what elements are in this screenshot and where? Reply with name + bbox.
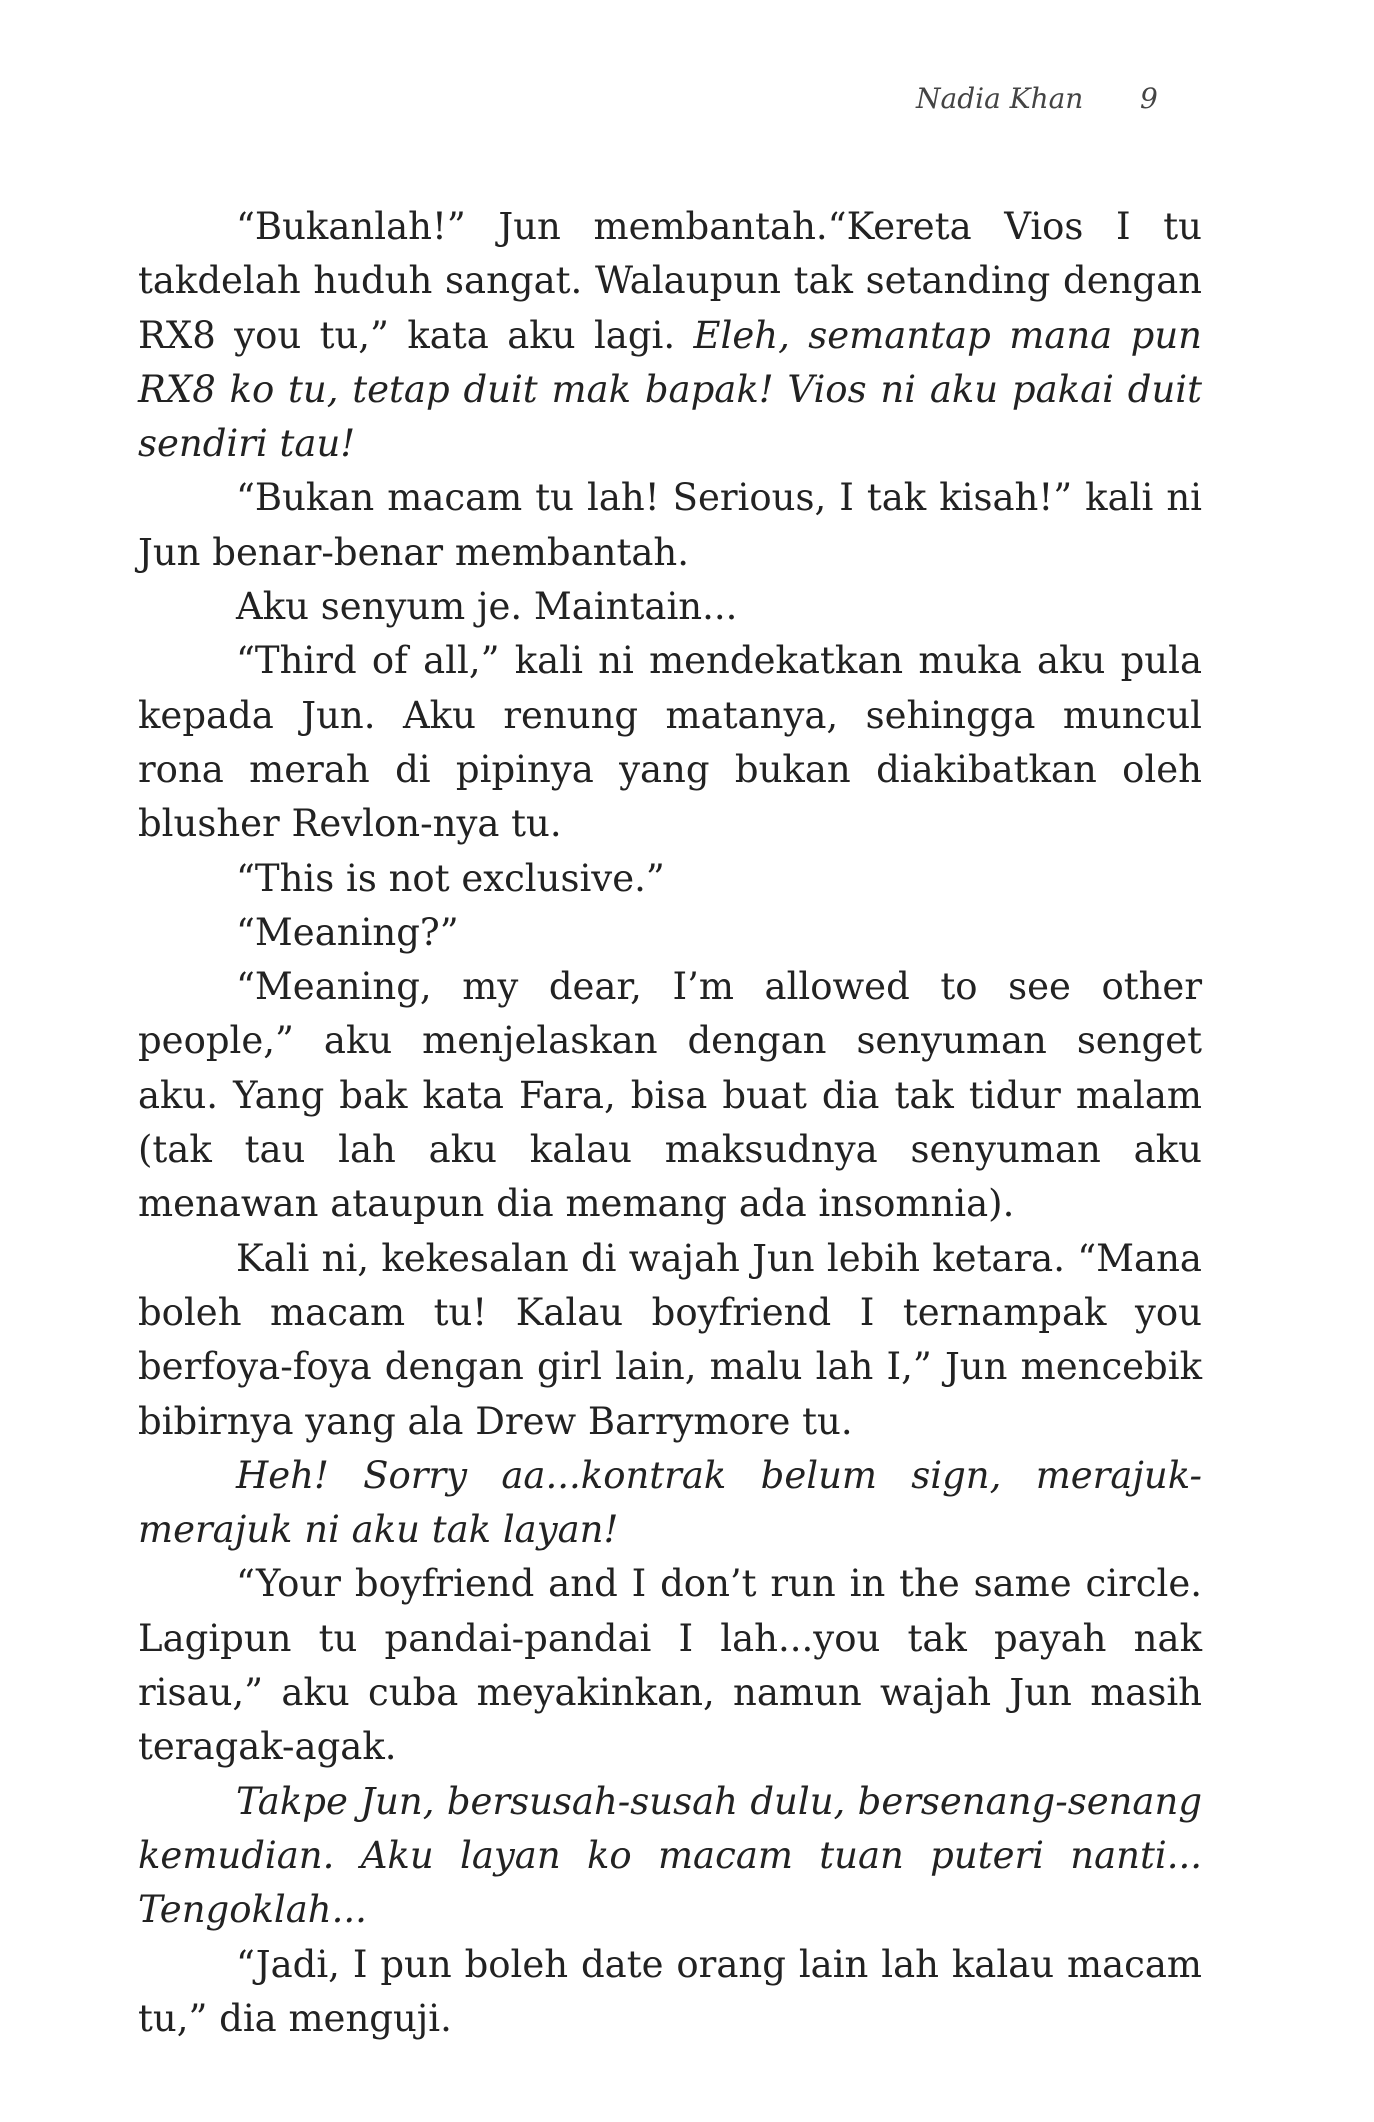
running-head-author: Nadia Khan [916,82,1084,115]
body-text [138,200,1202,2046]
paragraph-text: “This is not exclusive.” [236,856,665,900]
paragraph-text: “Meaning, my dear, I’m allowed to see other people,” aku menjelaskan dengan senyuman senget aku. Yang bak kata Fara, bisa buat dia tak tidur malam (tak tau lah aku kalau maksudnya senyuman aku menawan ataupun dia memang ada insomnia). [138,965,1202,1226]
paragraph-text: “Bukan macam tu lah! Serious, I tak kisah!” kali ni Jun benar-benar membantah. [138,476,1202,574]
paragraph-text-italic: Heh! Sorry aa...kontrak belum sign, merajuk-merajuk ni aku tak layan! [138,1453,1202,1552]
paragraph-text: Kali ni, kekesalan di wajah Jun lebih ketara. “Mana boleh macam tu! Kalau boyfriend I ternampak you berfoya-foya dengan girl lain, malu lah I,” Jun mencebik bibirnya yang ala Drew Barrymore tu. [138,1236,1202,1443]
paragraph-text-italic: Eleh, semantap mana pun RX8 ko tu, tetap duit mak bapak! Vios ni aku pakai duit sendiri tau! [138,313,1202,466]
paragraph-text: “Your boyfriend and I don’t run in the same circle. Lagipun tu pandai-pandai I lah...you tak payah nak risau,” aku cuba meyakinkan, namun wajah Jun masih teragak-agak. [138,1562,1202,1769]
paragraph [138,471,1202,580]
paragraph [138,200,1202,471]
paragraph [138,580,1202,634]
paragraph-text: “Jadi, I pun boleh date orang lain lah kalau macam tu,” dia menguji. [138,1942,1202,2040]
paragraph-text: “Meaning?” [236,910,459,954]
paragraph [138,852,1202,906]
paragraph [138,1449,1202,1558]
paragraph-text-italic: Takpe Jun, bersusah-susah dulu, bersenang-senang kemudian. Aku layan ko macam tuan puteri nanti... Tengoklah... [138,1779,1202,1932]
page-number: 9 [1140,82,1158,115]
paragraph-text: “Third of all,” kali ni mendekatkan muka aku pula kepada Jun. Aku renung matanya, sehingga muncul rona merah di pipinya yang bukan diakibatkan oleh blusher Revlon-nya tu. [138,639,1202,846]
paragraph [138,1557,1202,1774]
paragraph [138,960,1202,1231]
paragraph [138,906,1202,960]
paragraph [138,634,1202,851]
paragraph [138,1232,1202,1449]
paragraph-text: “Bukanlah!” Jun membantah.“Kereta Vios I tu takdelah huduh sangat. Walaupun tak setanding dengan RX8 you tu,” kata aku lagi. [138,205,1202,357]
paragraph [138,1938,1202,2047]
paragraph [138,1775,1202,1938]
paragraph-text: Aku senyum je. Maintain... [236,585,738,629]
